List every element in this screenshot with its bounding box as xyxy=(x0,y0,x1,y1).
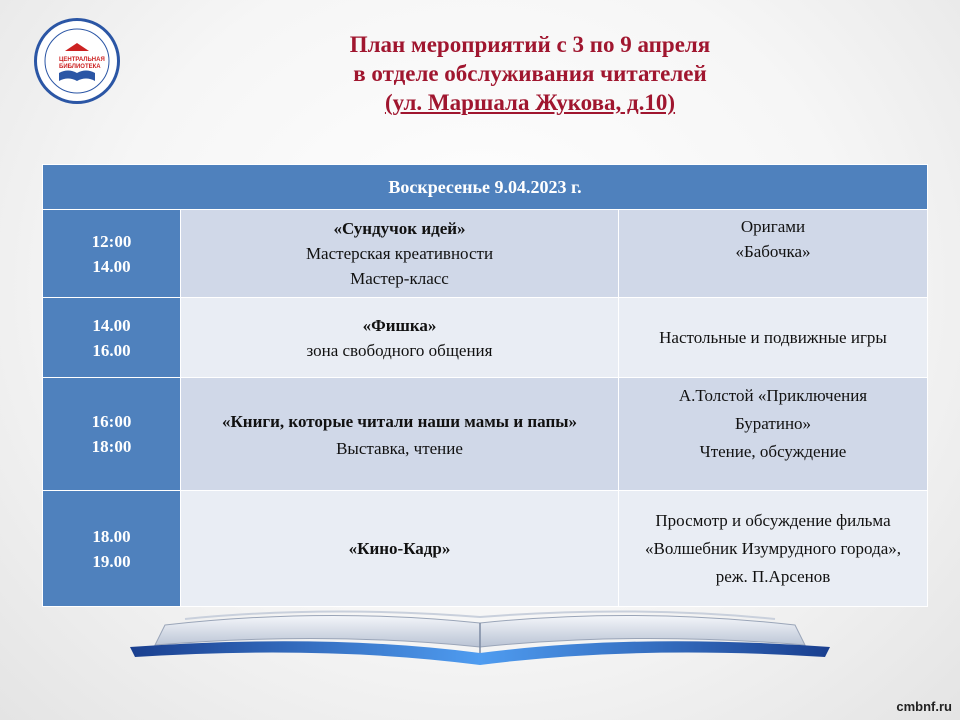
title-line-2: в отделе обслуживания читателей xyxy=(353,61,707,86)
watermark: cmbnf.ru xyxy=(896,699,952,714)
open-book-icon xyxy=(125,605,835,667)
note-cell xyxy=(619,491,928,607)
event-line: Мастер-класс xyxy=(350,269,449,288)
table-row xyxy=(43,210,928,298)
event-title: «Кино-Кадр» xyxy=(348,539,451,558)
title-line-1: План мероприятий с 3 по 9 апреля xyxy=(349,32,711,57)
time-end: 18:00 xyxy=(91,437,132,456)
note-line: Настольные и подвижные игры xyxy=(659,328,887,347)
note-line: Чтение, обсуждение xyxy=(699,442,847,461)
time-cell xyxy=(43,378,181,491)
event-title: «Книги, которые читали наши мамы и папы» xyxy=(221,411,578,431)
schedule-table xyxy=(42,164,927,607)
time-cell xyxy=(43,491,181,607)
event-line: Выставка, чтение xyxy=(336,438,463,458)
logo-text: ЦЕНТРАЛЬНАЯ БИБЛИОТЕКА xyxy=(59,57,105,70)
table-header-row xyxy=(43,165,928,210)
event-line: зона свободного общения xyxy=(306,340,493,360)
event-cell xyxy=(181,298,619,378)
title-line-3: (ул. Маршала Жукова, д.10) xyxy=(384,90,676,115)
table-row xyxy=(43,378,928,491)
note-cell xyxy=(619,210,928,298)
event-title: «Сундучок идей» xyxy=(333,219,466,238)
library-logo-icon xyxy=(34,18,120,104)
event-title: «Фишка» xyxy=(362,315,437,335)
note-line: Просмотр и обсуждение фильма «Волшебник Изумрудного города», реж. П.Арсенов xyxy=(645,510,902,586)
note-cell xyxy=(619,298,928,378)
table-header: Воскресенье 9.04.2023 г. xyxy=(43,165,928,210)
event-cell xyxy=(181,491,619,607)
table-row xyxy=(43,298,928,378)
note-line: Оригами xyxy=(740,217,806,236)
table-row xyxy=(43,491,928,607)
time-start: 18.00 xyxy=(92,526,131,546)
time-cell xyxy=(43,298,181,378)
time-end: 16.00 xyxy=(92,340,131,360)
event-cell xyxy=(181,378,619,491)
time-cell xyxy=(43,210,181,298)
note-line: «Бабочка» xyxy=(735,242,811,261)
event-line: Мастерская креативности xyxy=(305,244,494,263)
time-end: 14.00 xyxy=(92,256,131,276)
time-end: 19.00 xyxy=(92,551,131,571)
event-cell xyxy=(181,210,619,298)
note-cell xyxy=(619,378,928,491)
time-start: 12:00 xyxy=(91,231,132,251)
note-line: А.Толстой «Приключения Буратино» xyxy=(678,386,868,433)
page-title xyxy=(300,30,760,117)
time-start: 16:00 xyxy=(91,412,132,431)
time-start: 14.00 xyxy=(92,315,131,335)
